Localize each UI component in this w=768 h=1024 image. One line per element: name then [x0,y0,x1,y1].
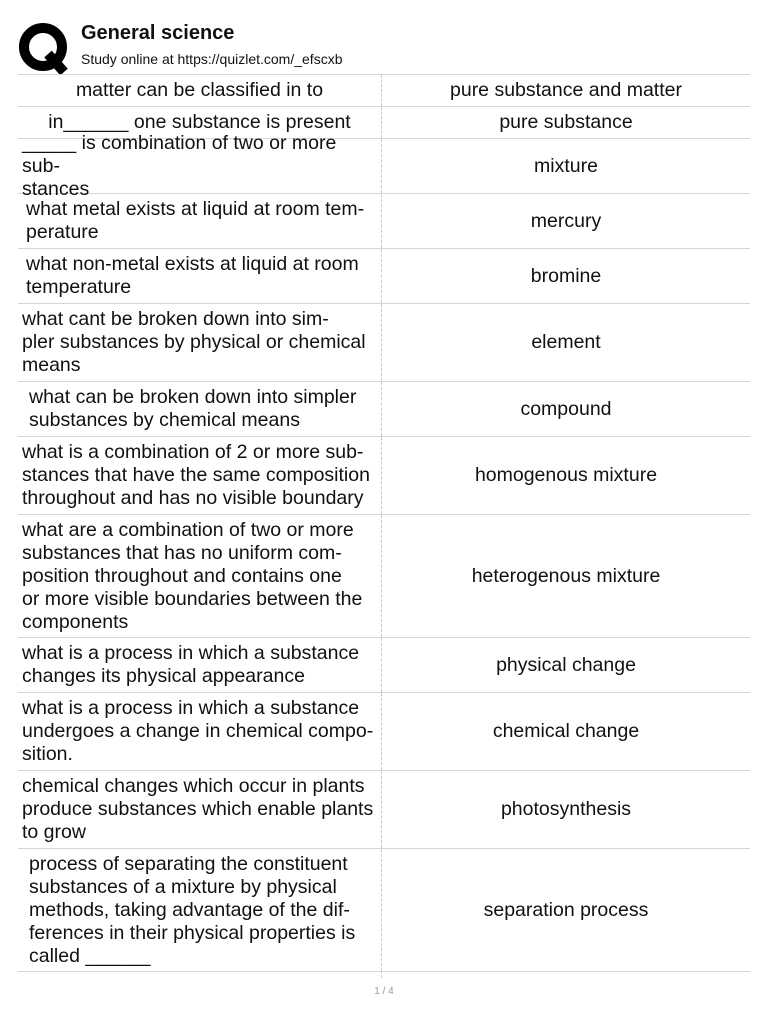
card-definition: separation process [483,898,649,921]
card-term: matter can be classified in to [18,75,382,106]
card-definition: photosynthesis [500,798,632,820]
card-definition: pure substance [499,111,633,133]
card-definition: chemical change [492,720,640,742]
card-row [18,638,750,693]
card-row [18,75,750,107]
card-row [18,849,750,972]
set-title: General science [81,22,235,44]
card-row [18,771,750,849]
page-number: 1 / 4 [374,986,394,997]
card-row [18,304,750,382]
card-row [18,693,750,771]
card-term: what is a combination of 2 or more sub- stances that have the same composition throughout and has no visible boundary [18,437,382,514]
card-term: what cant be broken down into sim- pler substances by physical or chemical means [18,304,382,381]
card-row [18,194,750,249]
card-definition: mixture [534,154,598,177]
card-definition: compound [520,397,612,420]
card-term: _____ is combination of two or more sub- stances [18,139,382,193]
card-definition: mercury [530,209,602,232]
set-url-line: Study online at https://quizlet.com/_efscxb [81,51,343,67]
card-term: what can be broken down into simpler substances by chemical means [18,382,382,436]
card-row [18,515,750,638]
pager-divider [381,970,382,978]
card-definition: homogenous mixture [474,464,658,486]
page-header [18,18,750,74]
card-term: process of separating the constituent substances of a mixture by physical methods, taking advantage of the dif- ferences in their physical properties is called ______ [18,849,382,971]
card-term: what are a combination of two or more substances that has no uniform com- position throughout and contains one or more visible boundaries between the components [18,515,382,637]
flashcard-table [18,74,750,972]
card-definition: element [531,331,601,353]
card-definition: pure substance and matter [450,79,682,101]
quizlet-logo-icon [18,22,70,74]
card-definition: bromine [530,264,602,287]
card-row [18,437,750,515]
card-term: what is a process in which a substance undergoes a change in chemical compo- sition. [18,693,382,770]
card-term: in______ one substance is present [18,107,382,138]
card-term: what metal exists at liquid at room tem- perature [18,194,382,248]
card-row [18,249,750,304]
card-term: what is a process in which a substance changes its physical appearance [18,638,382,692]
card-term: what non-metal exists at liquid at room temperature [18,249,382,303]
card-row [18,382,750,437]
card-definition: physical change [496,653,636,676]
card-term: chemical changes which occur in plants produce substances which enable plants to grow [18,771,382,848]
card-definition: heterogenous mixture [471,564,661,587]
card-row [18,131,750,200]
